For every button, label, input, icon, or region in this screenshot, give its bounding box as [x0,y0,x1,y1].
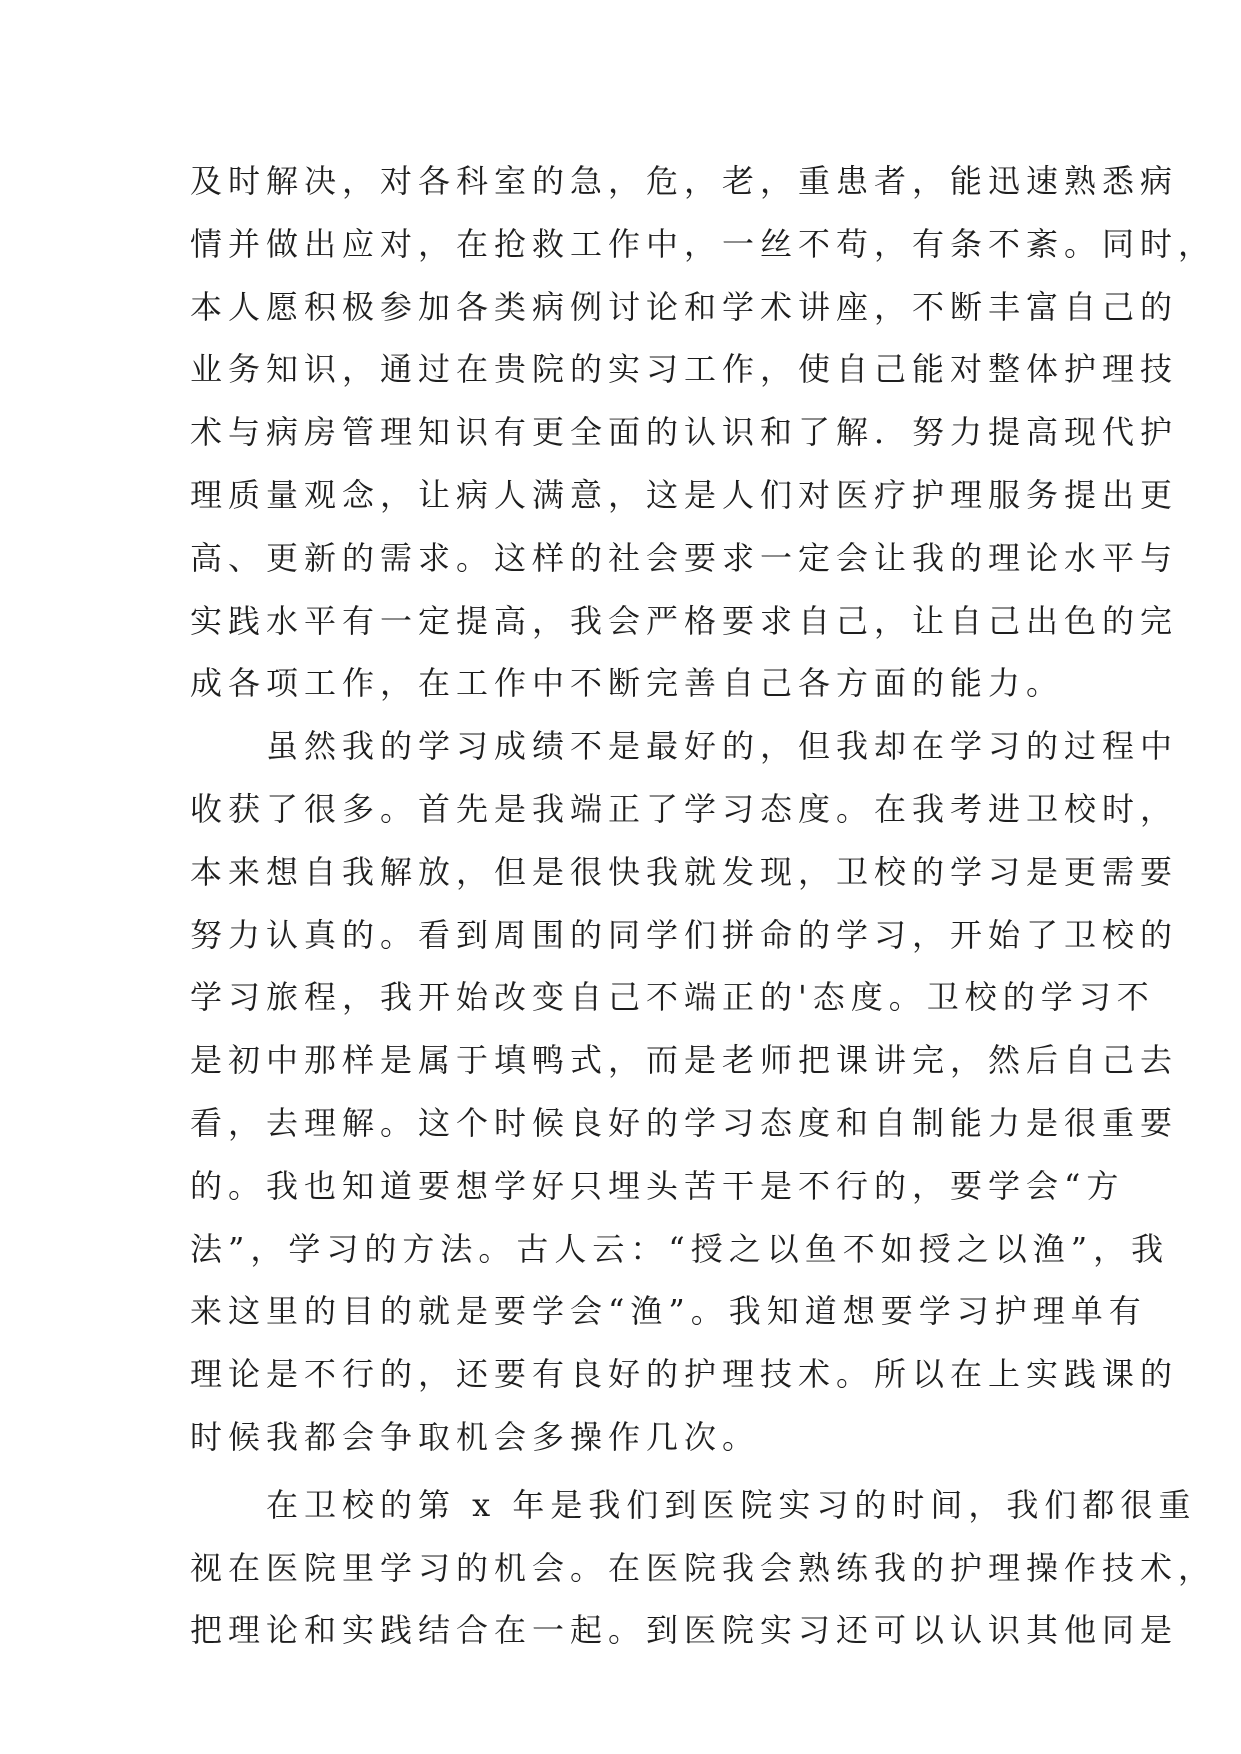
text-line: 及时解决，对各科室的急，危，老，重患者，能迅速熟悉病 [190,162,1179,200]
text-line: 本人愿积极参加各类病例讨论和学术讲座，不断丰富自己的 [190,287,1179,326]
text-line: 实践水平有一定提高，我会严格要求自己，让自己出色的完 [190,601,1179,640]
text-line: 成各项工作，在工作中不断完善自己各方面的能力。 [190,664,1065,703]
paragraph-3 [190,1474,1217,1662]
text-line: 法”，学习的方法。古人云：“授之以鱼不如授之以渔”，我 [190,1229,1170,1268]
text-line: 的。我也知道要想学好只埋头苦干是不行的，要学会“方 [190,1166,1125,1205]
text-line: 收获了很多。首先是我端正了学习态度。在我考进卫校时， [190,789,1179,828]
document-body [190,150,1217,1662]
text-line: 视在医院里学习的机会。在医院我会熟练我的护理操作技术， [190,1548,1217,1587]
text-line: 把理论和实践结合在一起。到医院实习还可以认识其他同是 [190,1611,1179,1650]
text-line: 在卫校的第 x 年是我们到医院实习的时间，我们都很重 [190,1485,1197,1524]
paragraph-2 [190,715,1179,1469]
paragraph-1 [190,150,1217,715]
text-line: 时候我都会争取机会多操作几次。 [190,1417,761,1456]
text-line: 理论是不行的，还要有良好的护理技术。所以在上实践课的 [190,1355,1179,1394]
text-line: 情并做出应对，在抢救工作中，一丝不苟，有条不紊。同时， [190,224,1217,263]
text-line: 本来想自我解放，但是很快我就发现，卫校的学习是更需要 [190,852,1179,891]
text-line: 是初中那样是属于填鸭式，而是老师把课讲完，然后自己去 [190,1041,1179,1080]
text-line: 高、更新的需求。这样的社会要求一定会让我的理论水平与 [190,538,1179,577]
text-line: 虽然我的学习成绩不是最好的，但我却在学习的过程中 [190,727,1179,766]
text-line: 学习旅程，我开始改变自己不端正的'态度。卫校的学习不 [190,978,1155,1017]
text-line: 理质量观念，让病人满意，这是人们对医疗护理服务提出更 [190,475,1179,514]
text-line: 看，去理解。这个时候良好的学习态度和自制能力是很重要 [190,1103,1179,1142]
text-line: 术与病房管理知识有更全面的认识和了解．努力提高现代护 [190,413,1179,452]
text-line: 业务知识，通过在贵院的实习工作，使自己能对整体护理技 [190,350,1179,389]
text-line: 努力认真的。看到周围的同学们拼命的学习，开始了卫校的 [190,915,1179,954]
text-line: 来这里的目的就是要学会“渔”。我知道想要学习护理单有 [190,1292,1147,1331]
